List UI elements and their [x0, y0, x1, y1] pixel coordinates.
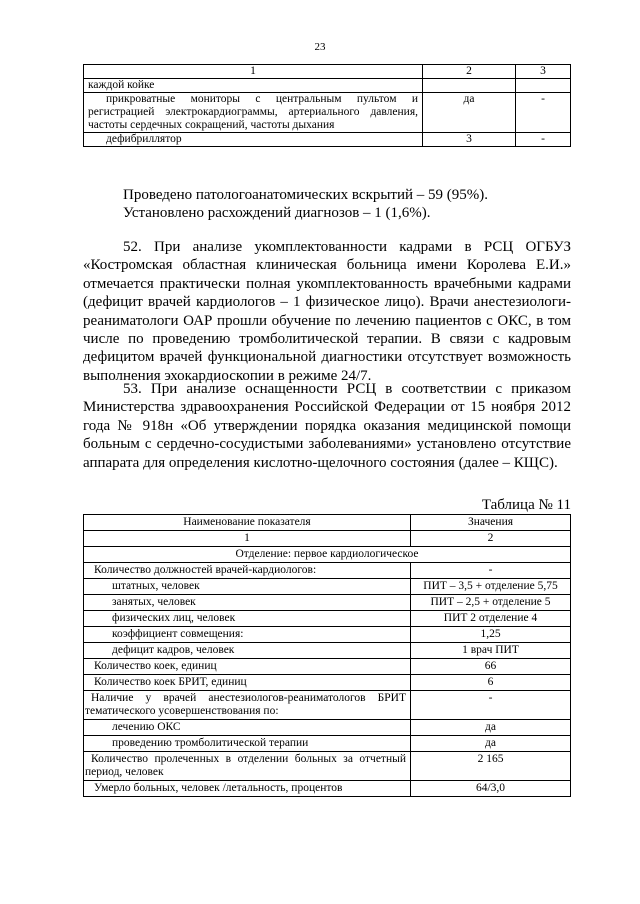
- discrepancy-line: Установлено расхождений диагнозов – 1 (1,6%).: [123, 205, 431, 222]
- row-name: Наличие у врачей анестезиологов-реаниматологов БРИТ тематического усовершенствования по:: [84, 691, 411, 720]
- row-value: ПИТ – 3,5 + отделение 5,75: [411, 579, 571, 595]
- table-row: [84, 736, 571, 752]
- staffing-table: [83, 514, 571, 797]
- row-value: -: [411, 691, 571, 720]
- paragraph-53: [83, 380, 571, 472]
- page-number: 23: [314, 41, 326, 53]
- table-row: [84, 93, 571, 133]
- table-row: [84, 659, 571, 675]
- row-value: -: [411, 563, 571, 579]
- table-row: [84, 133, 571, 147]
- row-name: физических лиц, человек: [84, 611, 411, 627]
- paragraph-52-text: 52. При анализе укомплектованности кадрами в РСЦ ОГБУЗ «Костромская областная клиническая больница имени Королева Е.И.» отмечается практически полная укомплектованность врачебными кадрами (дефицит врачей кардиологов – 1 физическое лицо). Врачи анестезиологи-реаниматологи ОАР прошли обучение по лечению пациентов с ОКС, в том числе по проведению тромболитической терапии. В связи с кадровым дефицитом врачей функциональной диагностики отсутствует возможность выполнения эхокардиоскопии в режиме 24/7.: [83, 239, 571, 384]
- table-row: [84, 79, 571, 93]
- paragraph-53-text: 53. При анализе оснащенности РСЦ в соответствии с приказом Министерства здравоохранения Российской Федерации от 15 ноября 2012 года № 918н «Об утверждении порядка оказания медицинской помощи больным с сердечно-сосудистыми заболеваниями» установлено отсутствие аппарата для определения кислотно-щелочного состояния (далее – КЩС).: [83, 381, 571, 471]
- column-number: 2: [423, 65, 516, 79]
- row-name: коэффициент совмещения:: [84, 627, 411, 643]
- row-value: ПИТ 2 отделение 4: [411, 611, 571, 627]
- row-value: [516, 79, 571, 93]
- table-row: [84, 579, 571, 595]
- row-name: Умерло больных, человек /летальность, процентов: [84, 781, 411, 797]
- column-header: Наименование показателя: [84, 515, 411, 531]
- table-row: [84, 675, 571, 691]
- table-row: [84, 720, 571, 736]
- row-name: дефицит кадров, человек: [84, 643, 411, 659]
- row-value: ПИТ – 2,5 + отделение 5: [411, 595, 571, 611]
- section-title: Отделение: первое кардиологическое: [84, 547, 571, 563]
- row-name: штатных, человек: [84, 579, 411, 595]
- table-row: [84, 611, 571, 627]
- row-value: [423, 79, 516, 93]
- table-row: [84, 595, 571, 611]
- row-value: да: [423, 93, 516, 133]
- table-row: [84, 643, 571, 659]
- table-row: [84, 563, 571, 579]
- row-name: дефибриллятор: [84, 133, 423, 147]
- autopsy-stats: [123, 186, 571, 223]
- column-number: 1: [84, 65, 423, 79]
- row-name: прикроватные мониторы с центральным пультом и регистрацией электрокардиограммы, артериального давления, частоты сердечных сокращений, частоты дыхания: [84, 93, 423, 133]
- row-value: 1 врач ПИТ: [411, 643, 571, 659]
- row-name: Количество коек, единиц: [84, 659, 411, 675]
- column-number: 3: [516, 65, 571, 79]
- table-row: [84, 627, 571, 643]
- row-value: 1,25: [411, 627, 571, 643]
- row-value: -: [516, 93, 571, 133]
- row-name: Количество должностей врачей-кардиологов:: [84, 563, 411, 579]
- column-header: Значения: [411, 515, 571, 531]
- paragraph-52: [83, 238, 571, 385]
- row-value: да: [411, 736, 571, 752]
- table-header-row: [84, 515, 571, 531]
- row-value: 6: [411, 675, 571, 691]
- row-value: 3: [423, 133, 516, 147]
- table-number-row: [84, 531, 571, 547]
- row-value: 66: [411, 659, 571, 675]
- row-value: -: [516, 133, 571, 147]
- row-name: занятых, человек: [84, 595, 411, 611]
- row-value: 64/3,0: [411, 781, 571, 797]
- column-number: 1: [84, 531, 411, 547]
- row-name: лечению ОКС: [84, 720, 411, 736]
- autopsy-line: Проведено патологоанатомических вскрытий – 59 (95%).: [123, 187, 489, 203]
- table-row: [84, 781, 571, 797]
- equipment-table: [83, 64, 571, 147]
- row-name: Количество пролеченных в отделении больных за отчетный период, человек: [84, 752, 411, 781]
- row-name: Количество коек БРИТ, единиц: [84, 675, 411, 691]
- row-value: да: [411, 720, 571, 736]
- table-row: [84, 752, 571, 781]
- row-name: проведению тромболитической терапии: [84, 736, 411, 752]
- table-row: [84, 691, 571, 720]
- column-number: 2: [411, 531, 571, 547]
- row-name: каждой койке: [84, 79, 423, 93]
- table-title: Таблица № 11: [481, 497, 571, 513]
- table-header-row: [84, 65, 571, 79]
- section-row: [84, 547, 571, 563]
- row-value: 2 165: [411, 752, 571, 781]
